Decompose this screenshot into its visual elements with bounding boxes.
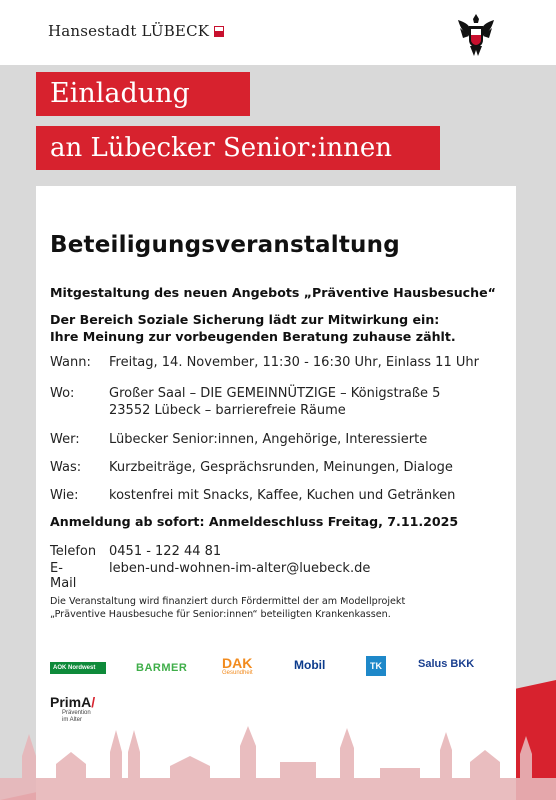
prima-slash: / <box>91 694 96 710</box>
intro-text <box>50 311 456 345</box>
dak-logo-text: DAK <box>222 655 253 671</box>
detail-value-line: Kurzbeiträge, Gesprächsrunden, Meinungen, Dialoge <box>109 460 453 475</box>
salus-bkk-logo: Salus BKK <box>418 658 475 670</box>
title-line-2: an Lübecker Senior:innen <box>36 126 440 170</box>
prima-logo <box>50 694 95 724</box>
barmer-logo: BARMER <box>136 662 188 674</box>
title-line-1: Einladung <box>36 72 250 116</box>
intro-line: Der Bereich Soziale Sicherung lädt zur Mitwirkung ein: <box>50 312 440 327</box>
detail-value <box>109 459 453 476</box>
contact-label: Telefon <box>50 544 97 559</box>
dak-logo-sub: Gesundheit <box>222 670 253 676</box>
detail-value-line: Lübecker Senior:innen, Angehörige, Interessierte <box>109 432 428 447</box>
detail-value-line: Freitag, 14. November, 11:30 - 16:30 Uhr, Einlass 11 Uhr <box>109 355 479 370</box>
detail-label: Wie: <box>50 488 79 503</box>
luebeck-skyline-illustration <box>0 726 556 800</box>
mobil-logo: Mobil <box>294 658 326 672</box>
event-subline: Mitgestaltung des neuen Angebots „Präventive Hausbesuche“ <box>50 285 496 300</box>
eagle-crest-icon <box>456 12 496 58</box>
header <box>0 0 556 64</box>
brand-flag-icon <box>214 26 224 37</box>
phone-number[interactable]: 0451 - 122 44 81 <box>109 544 222 559</box>
registration-deadline: Anmeldung ab sofort: Anmeldeschluss Freitag, 7.11.2025 <box>50 514 459 529</box>
email-link[interactable]: leben-und-wohnen-im-alter@luebeck.de <box>109 561 371 576</box>
prima-name <box>50 694 95 710</box>
aok-logo: AOK Nordwest <box>50 662 106 674</box>
detail-value <box>109 354 479 371</box>
prima-sub-line: im Alter <box>62 717 83 723</box>
prima-sub-line: Prävention <box>62 710 91 716</box>
detail-label: Was: <box>50 460 82 475</box>
tk-logo: TK <box>366 656 386 676</box>
brand-text: Hansestadt LÜBECK <box>48 22 210 40</box>
intro-line: Ihre Meinung zur vorbeugenden Beratung zuhause zählt. <box>50 329 456 344</box>
sponsor-logos <box>50 654 500 690</box>
detail-label: Wann: <box>50 355 91 370</box>
footnote-line: „Präventive Hausbesuche für Senior:innen“ beteiligten Krankenkassen. <box>50 609 391 620</box>
detail-label: Wo: <box>50 386 75 401</box>
prima-subtitle <box>62 710 95 724</box>
detail-value <box>109 431 427 448</box>
prima-name-text: PrimA <box>50 694 92 710</box>
funding-footnote <box>50 595 480 621</box>
event-headline: Beteiligungsveranstaltung <box>50 232 400 258</box>
dak-logo <box>222 657 253 677</box>
detail-value <box>109 385 440 419</box>
detail-value-line: Großer Saal – DIE GEMEINNÜTZIGE – Königstraße 5 <box>109 386 441 401</box>
detail-value <box>109 487 455 504</box>
contact-label: E-Mail <box>50 561 77 591</box>
detail-value-line: 23552 Lübeck – barrierefreie Räume <box>109 403 346 418</box>
footnote-line: Die Veranstaltung wird finanziert durch Fördermittel der am Modellprojekt <box>50 596 406 607</box>
detail-value-line: kostenfrei mit Snacks, Kaffee, Kuchen und Getränken <box>109 488 456 503</box>
detail-label: Wer: <box>50 432 80 447</box>
brand-logo <box>48 22 224 40</box>
